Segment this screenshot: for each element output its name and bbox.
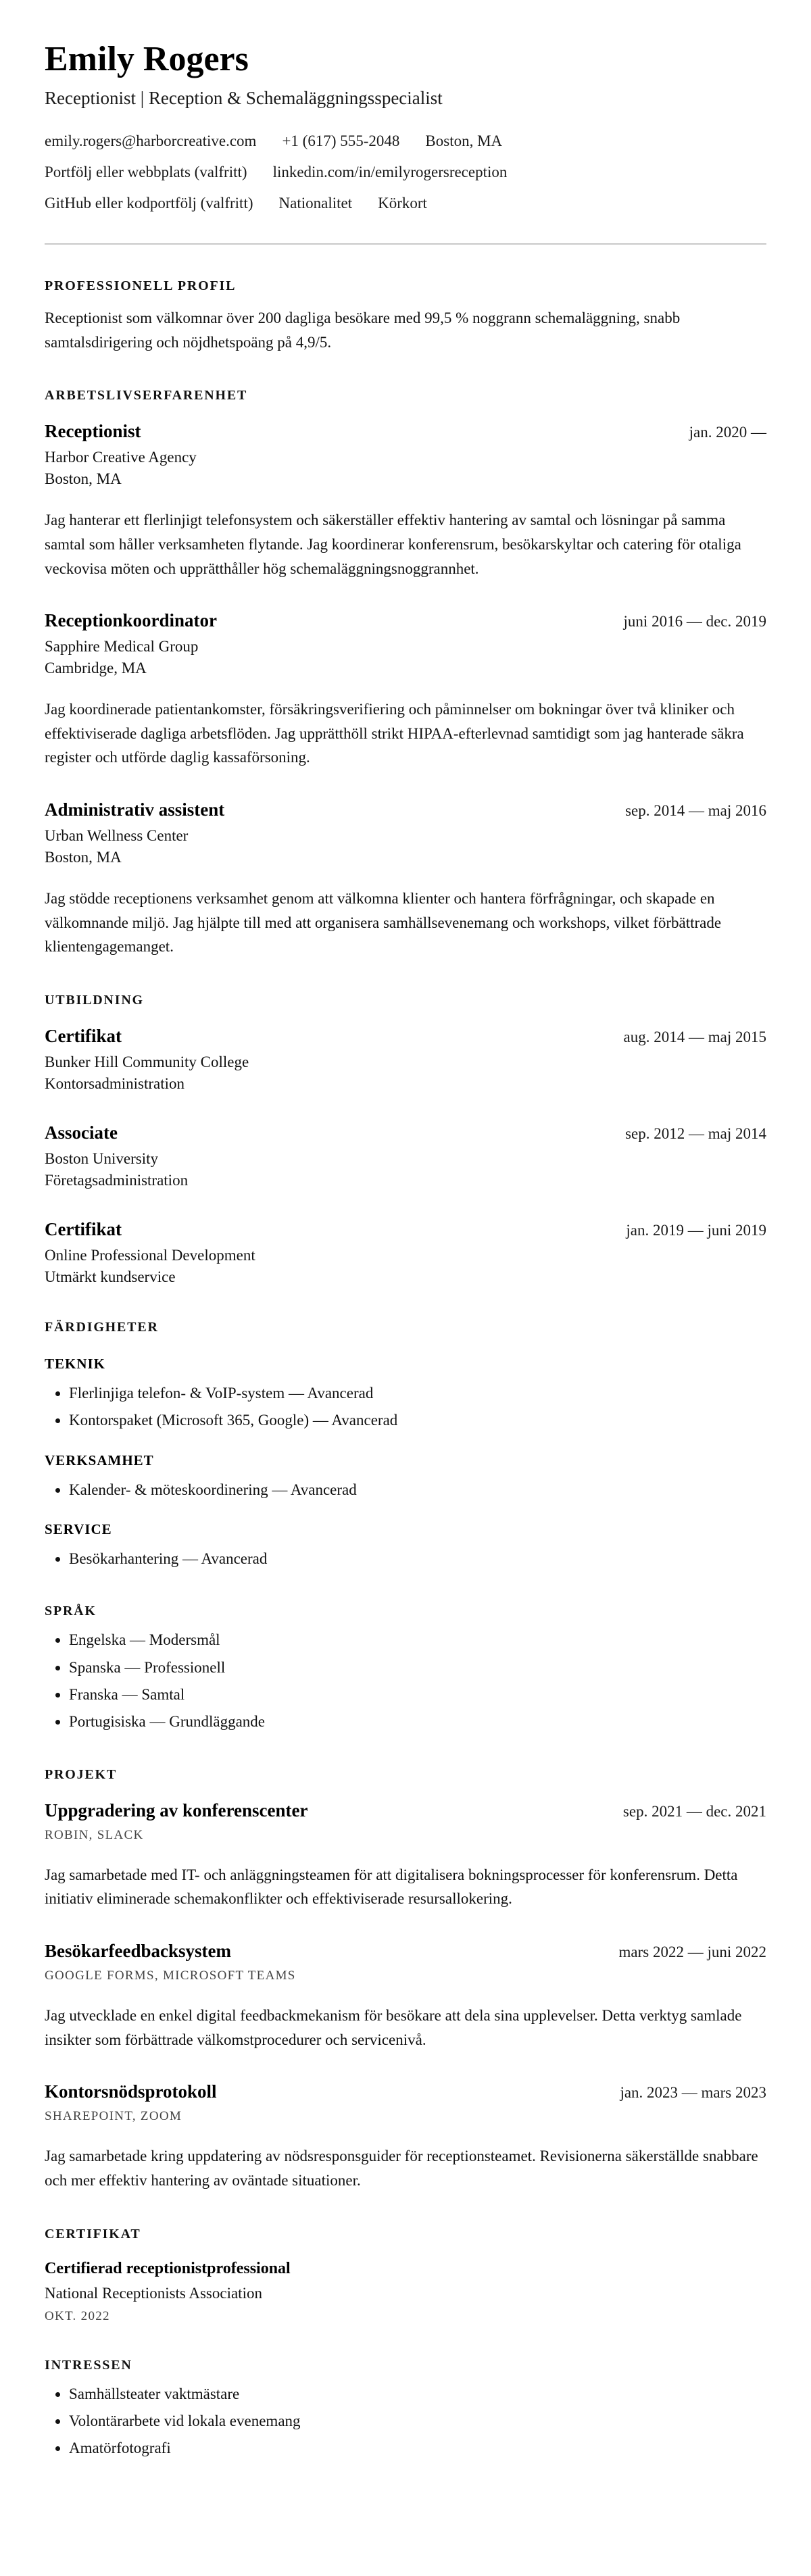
certificates-heading: CERTIFIKAT — [45, 2226, 141, 2241]
skill-item: • Flerlinjiga telefon- & VoIP-system — Avancerad — [69, 1382, 766, 1404]
project-tools: ROBIN, SLACK — [45, 1827, 144, 1842]
skill-group-verksamhet — [45, 1452, 766, 1501]
job-location: Cambridge, MA — [45, 660, 147, 677]
languages-heading: SPRÅK — [45, 1604, 97, 1619]
section-languages — [45, 1604, 766, 1733]
linkedin-text: linkedin.com/in/emilyrogersreception — [272, 163, 508, 180]
drivers-license-text: Körkort — [378, 194, 427, 212]
degree-title: Certifikat — [45, 1025, 122, 1046]
skills-heading: FÄRDIGHETER — [45, 1319, 159, 1335]
field-of-study: Utmärkt kundservice — [45, 1268, 176, 1285]
project-description: Jag utvecklade en enkel digital feedbackmekanism för besökare att dela sina upplevelser. Detta verktyg samlade insikter som förbättrade välkomstprocedurer och servicenivå. — [45, 2007, 742, 2048]
github-text: GitHub eller kodportfölj (valfritt) — [45, 194, 253, 212]
job-company: Urban Wellness Center — [45, 827, 189, 845]
school-name: Boston University — [45, 1149, 159, 1167]
job-description: Jag koordinerade patientankomster, försäkringsverifiering och påminnelser om bokningar över två kliniker och effektiviserade dagliga arbetsflöden. Jag upprätthöll strikt HIPAA-efterlevnad samtidigt som jag hanterade säkra register och utförde daglig kassaförsoning. — [45, 701, 744, 766]
project-entry — [45, 2081, 766, 2192]
job-header — [45, 799, 766, 820]
project-description: Jag samarbetade kring uppdatering av nödsresponsguider för receptionsteamet. Revisionerna säkerställde snabbare och mer effektiv hantering av oväntade situationer. — [45, 2148, 758, 2189]
job-dates: sep. 2014 — maj 2016 — [625, 802, 766, 820]
project-dates: sep. 2021 — dec. 2021 — [622, 1802, 766, 1820]
skill-group-name: SERVICE — [45, 1521, 112, 1538]
skill-list — [45, 1382, 766, 1432]
contact-row-1 — [45, 130, 766, 151]
skill-item: • Kalender- & möteskoordinering — Avancerad — [69, 1479, 766, 1501]
education-header — [45, 1219, 766, 1240]
experience-heading: ARBETSLIVSERFARENHET — [45, 388, 248, 403]
field-of-study: Kontorsadministration — [45, 1074, 185, 1092]
interests-heading: INTRESSEN — [45, 2357, 132, 2373]
nationality-text: Nationalitet — [278, 194, 353, 212]
job-header — [45, 610, 766, 631]
interest-item: • Volontärarbete vid lokala evenemang — [69, 2410, 766, 2432]
language-item: • Portugisiska — Grundläggande — [69, 1710, 766, 1733]
project-header — [45, 1941, 766, 1962]
job-title: Receptionist — [45, 421, 141, 442]
certificate-entry — [45, 2260, 766, 2324]
project-dates: jan. 2023 — mars 2023 — [620, 2084, 766, 2102]
education-heading: UTBILDNING — [45, 992, 144, 1008]
section-experience — [45, 388, 766, 959]
job-dates: juni 2016 — dec. 2019 — [623, 613, 766, 630]
skill-list — [45, 1479, 766, 1501]
section-interests — [45, 2358, 766, 2460]
phone-text: +1 (617) 555-2048 — [282, 132, 400, 149]
project-entry — [45, 1800, 766, 1911]
resume-page — [45, 39, 766, 2460]
contact-row-2 — [45, 162, 766, 182]
job-company: Harbor Creative Agency — [45, 449, 197, 466]
section-skills — [45, 1320, 766, 1570]
job-title: Receptionkoordinator — [45, 610, 217, 631]
profile-text: Receptionist som välkomnar över 200 dagliga besökare med 99,5 % noggrann schemaläggning, snabb samtalsdirigering och nöjdhetspoäng på 4,9/5. — [45, 309, 681, 351]
email-text: emily.rogers@harborcreative.com — [45, 132, 257, 149]
skill-group-teknik — [45, 1356, 766, 1432]
job-location: Boston, MA — [45, 470, 122, 488]
contact-block — [45, 130, 766, 214]
location-text: Boston, MA — [425, 132, 503, 149]
section-certificates — [45, 2227, 766, 2324]
education-dates: sep. 2012 — maj 2014 — [625, 1124, 766, 1142]
header-divider — [45, 243, 766, 245]
resume-header — [45, 39, 766, 214]
education-header — [45, 1026, 766, 1047]
job-entry — [45, 421, 766, 580]
project-dates: mars 2022 — juni 2022 — [618, 1943, 766, 1961]
language-item: • Spanska — Professionell — [69, 1656, 766, 1679]
skill-item: • Kontorspaket (Microsoft 365, Google) — Avancerad — [69, 1409, 766, 1431]
education-dates: aug. 2014 — maj 2015 — [623, 1028, 766, 1045]
education-dates: jan. 2019 — juni 2019 — [626, 1221, 766, 1239]
job-description: Jag stödde receptionens verksamhet genom att välkomna klienter och hantera förfrågningar, och skapade en välkomnande miljö. Jag hjälpte till med att organisera samhällsevenemang och workshops, vilket förbättrade klientengagemanget. — [45, 890, 722, 956]
education-header — [45, 1122, 766, 1143]
skill-list — [45, 1547, 766, 1570]
portfolio-text: Portfölj eller webbplats (valfritt) — [45, 163, 247, 180]
skill-item: • Besökarhantering — Avancerad — [69, 1547, 766, 1570]
field-of-study: Företagsadministration — [45, 1171, 189, 1189]
certificate-issuer: National Receptionists Association — [45, 2284, 262, 2302]
project-tools: GOOGLE FORMS, MICROSOFT TEAMS — [45, 1968, 296, 1983]
project-header — [45, 2081, 766, 2102]
job-location: Boston, MA — [45, 849, 122, 866]
degree-title: Certifikat — [45, 1218, 122, 1239]
contact-row-3 — [45, 193, 766, 214]
school-name: Bunker Hill Community College — [45, 1053, 249, 1070]
candidate-headline: Receptionist | Reception & Schemaläggningsspecialist — [45, 87, 443, 108]
project-title: Kontorsnödsprotokoll — [45, 2081, 217, 2102]
project-entry — [45, 1941, 766, 2052]
project-title: Besökarfeedbacksystem — [45, 1941, 231, 1962]
project-tools: SHAREPOINT, ZOOM — [45, 2109, 182, 2124]
certificate-date: OKT. 2022 — [45, 2308, 110, 2323]
candidate-name: Emily Rogers — [45, 40, 249, 78]
education-entry — [45, 1219, 766, 1286]
profile-heading: PROFESSIONELL PROFIL — [45, 278, 237, 293]
interest-list — [45, 2383, 766, 2460]
school-name: Online Professional Development — [45, 1246, 255, 1264]
skill-group-name: VERKSAMHET — [45, 1452, 154, 1468]
interest-item: • Samhällsteater vaktmästare — [69, 2383, 766, 2405]
job-entry — [45, 610, 766, 770]
education-entry — [45, 1122, 766, 1189]
language-list — [45, 1629, 766, 1733]
degree-title: Associate — [45, 1122, 118, 1143]
certificate-title: Certifierad receptionistprofessional — [45, 2259, 291, 2277]
project-header — [45, 1800, 766, 1821]
project-title: Uppgradering av konferenscenter — [45, 1800, 308, 1820]
project-description: Jag samarbetade med IT- och anläggningsteamen för att digitalisera bokningsprocesser för konferensrum. Detta initiativ eliminerade schemakonflikter och effektiviserade resursallokering. — [45, 1866, 738, 1908]
job-company: Sapphire Medical Group — [45, 638, 199, 655]
interest-item: • Amatörfotografi — [69, 2437, 766, 2459]
job-description: Jag hanterar ett flerlinjigt telefonsystem och säkerställer effektiv hantering av samtal och lösningar på samma samtal som håller verksamheten flytande. Jag koordinerar konferensrum, besökarskyltar och catering för otaliga veckovisa möten och upprätthåller hög schemaläggningsnoggrannhet. — [45, 512, 741, 577]
education-entry — [45, 1026, 766, 1093]
section-projects — [45, 1767, 766, 2193]
job-dates: jan. 2020 — — [689, 424, 766, 441]
language-item: • Franska — Samtal — [69, 1683, 766, 1706]
projects-heading: PROJEKT — [45, 1766, 118, 1782]
section-education — [45, 993, 766, 1286]
job-entry — [45, 799, 766, 959]
skill-group-name: TEKNIK — [45, 1355, 106, 1372]
skill-group-service — [45, 1521, 766, 1570]
section-profile — [45, 278, 766, 354]
job-title: Administrativ assistent — [45, 799, 225, 820]
language-item: • Engelska — Modersmål — [69, 1629, 766, 1651]
job-header — [45, 421, 766, 442]
